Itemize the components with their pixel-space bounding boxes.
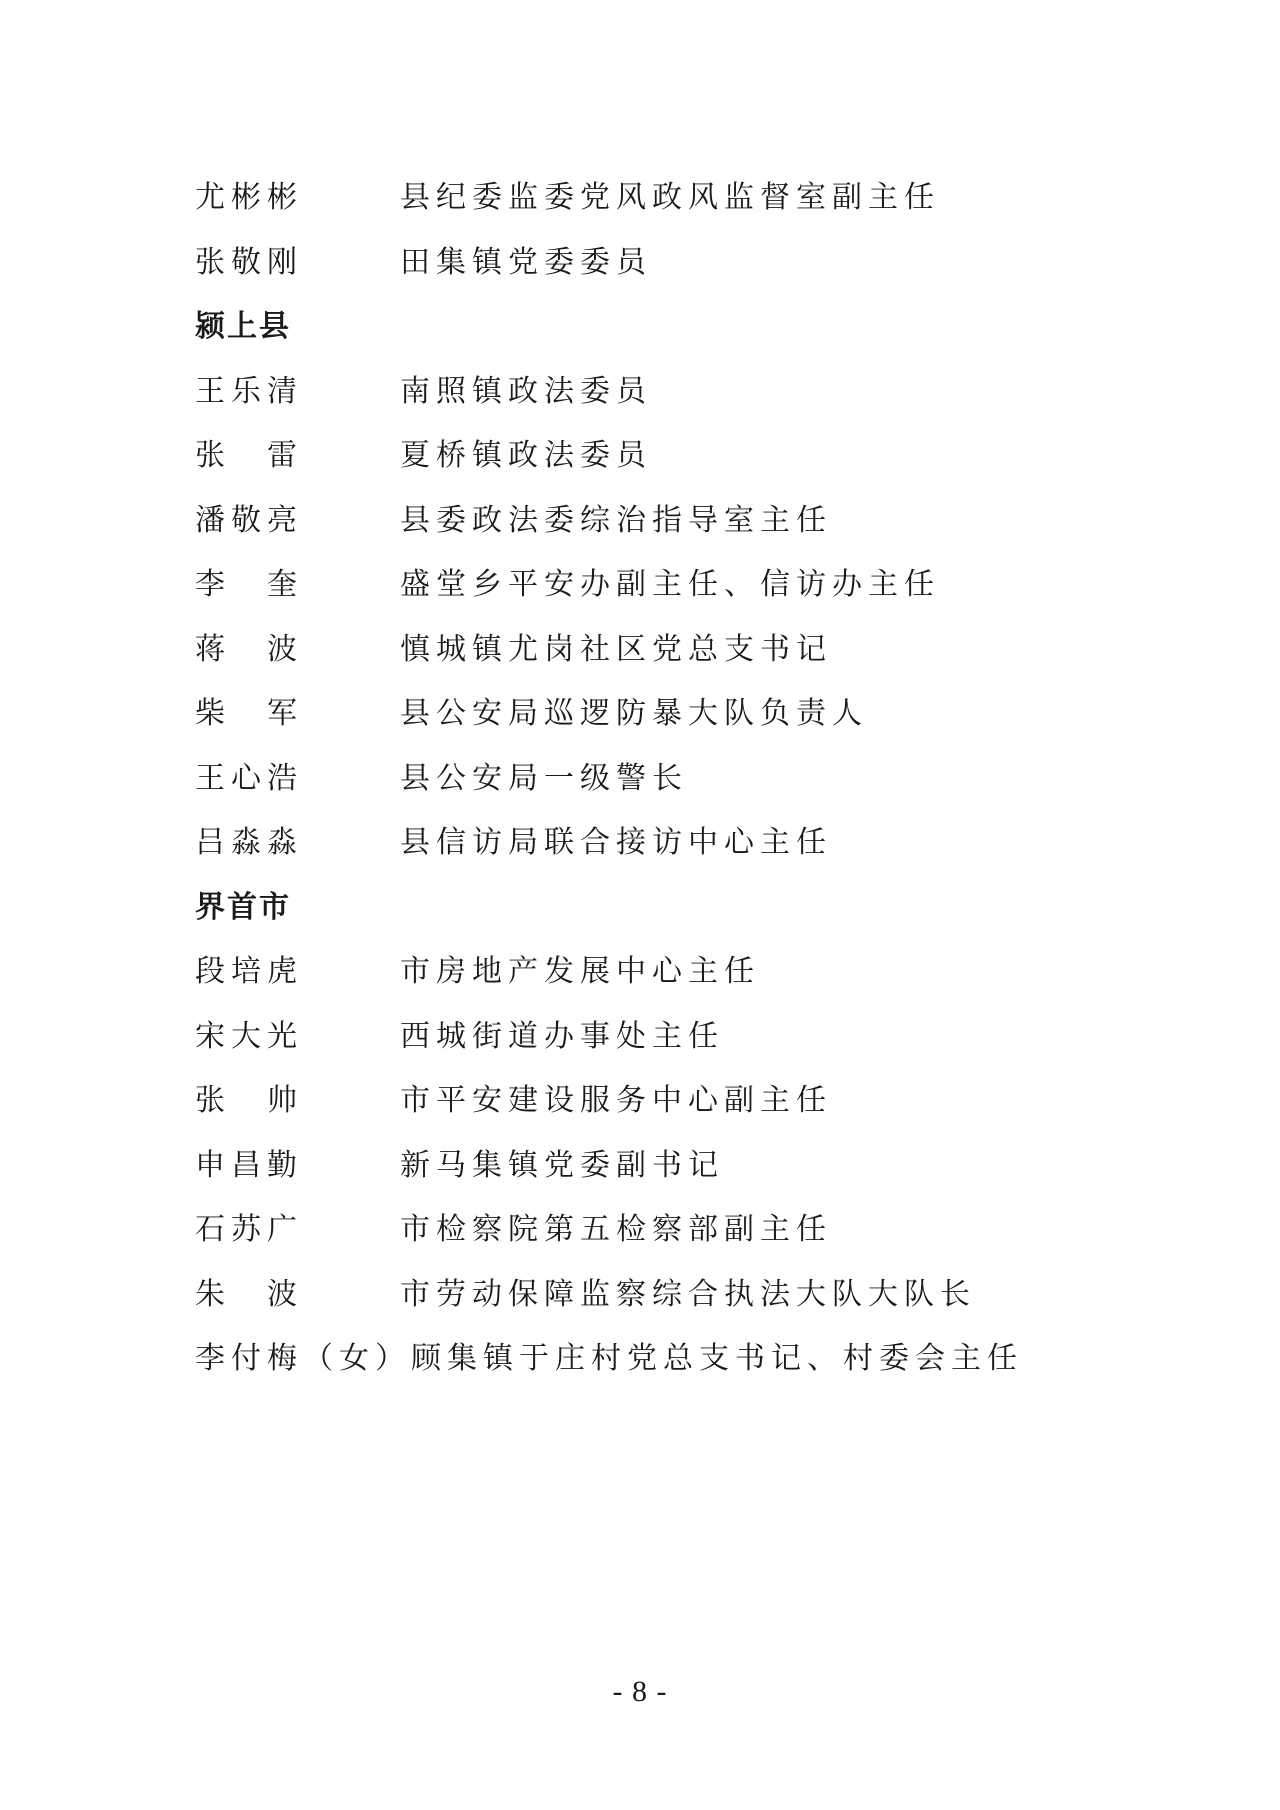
- person-name: 张敬刚: [195, 244, 303, 280]
- person-title: 市检察院第五检察部副主任: [400, 1212, 832, 1247]
- list-item: [195, 618, 1095, 683]
- list-item: [195, 1263, 1095, 1328]
- person-title: 盛堂乡平安办副主任、信访办主任: [400, 567, 940, 602]
- person-name: 张 帅: [195, 1083, 303, 1118]
- person-title: 顾集镇于庄村党总支书记、村委会主任: [411, 1341, 1023, 1376]
- person-name: 石苏广: [195, 1212, 303, 1247]
- person-title: 新马集镇党委副书记: [400, 1147, 724, 1183]
- person-title: 市房地产发展中心主任: [400, 954, 760, 989]
- person-title: 县信访局联合接访中心主任: [400, 825, 832, 860]
- person-title: 田集镇党委委员: [400, 244, 652, 280]
- section-heading: 界首市: [195, 889, 291, 925]
- person-name: 王乐清: [195, 373, 303, 409]
- person-name: 申昌勤: [195, 1147, 303, 1183]
- person-title: 慎城镇尤岗社区党总支书记: [400, 631, 832, 667]
- list-item: [195, 940, 1095, 1005]
- list-item: [195, 553, 1095, 618]
- person-name: 宋大光: [195, 1018, 303, 1054]
- person-name: 尤彬彬: [195, 180, 303, 215]
- person-title: 县公安局一级警长: [400, 760, 688, 796]
- list-item: [195, 489, 1095, 554]
- person-name: 潘敬亮: [195, 502, 303, 538]
- person-title: 县委政法委综治指导室主任: [400, 502, 832, 538]
- list-item: [195, 682, 1095, 747]
- person-title: 夏桥镇政法委员: [400, 438, 652, 473]
- person-name: 蒋 波: [195, 631, 303, 667]
- person-title: 南照镇政法委员: [400, 373, 652, 409]
- list-item: [195, 424, 1095, 489]
- list-item: [195, 1134, 1095, 1199]
- list-item: [195, 1005, 1095, 1070]
- person-name: 王心浩: [195, 760, 303, 796]
- person-name: 段培虎: [195, 954, 303, 989]
- person-title: 县纪委监委党风政风监督室副主任: [400, 180, 940, 215]
- person-name: 朱 波: [195, 1276, 303, 1312]
- person-title: 市平安建设服务中心副主任: [400, 1083, 832, 1118]
- list-item: [195, 231, 1095, 296]
- person-name: 吕淼淼: [195, 825, 303, 860]
- person-title: 县公安局巡逻防暴大队负责人: [400, 696, 868, 731]
- person-title: 市劳动保障监察综合执法大队大队长: [400, 1276, 976, 1312]
- person-title: 西城街道办事处主任: [400, 1018, 724, 1054]
- name-list: [195, 166, 1095, 1392]
- person-name: 李 奎: [195, 567, 303, 602]
- list-item: [195, 1198, 1095, 1263]
- person-name: 李付梅（女）: [195, 1341, 411, 1376]
- list-item: [195, 1069, 1095, 1134]
- page-number: - 8 -: [612, 1675, 668, 1708]
- list-item: [195, 747, 1095, 812]
- list-item: [195, 360, 1095, 425]
- person-name: 张 雷: [195, 438, 303, 473]
- list-item: [195, 1327, 1095, 1392]
- section-heading: 颍上县: [195, 309, 291, 344]
- person-name: 柴 军: [195, 696, 303, 731]
- list-item: [195, 166, 1095, 231]
- list-item: [195, 811, 1095, 876]
